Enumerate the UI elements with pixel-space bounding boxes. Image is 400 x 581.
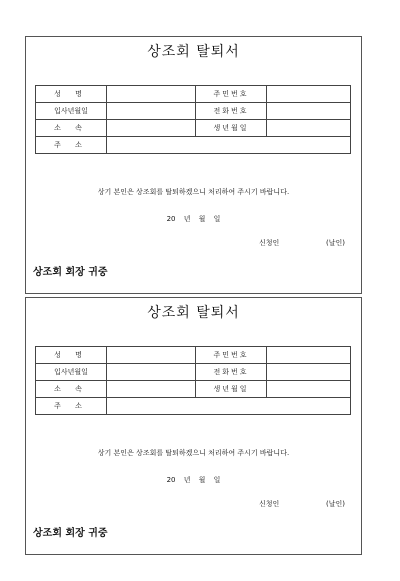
name-label: 성 명 — [36, 347, 107, 364]
phone-field[interactable] — [267, 103, 351, 120]
table-row — [36, 364, 351, 381]
table-row — [36, 137, 351, 154]
form-title: 상조회 탈퇴서 — [147, 44, 240, 60]
table-row — [36, 381, 351, 398]
member-info-table — [35, 346, 351, 415]
withdrawal-form-2 — [25, 297, 362, 555]
birth-date-label: 생년월일 — [196, 120, 267, 137]
date-line: 20 년 월 일 — [166, 215, 221, 223]
department-field[interactable] — [107, 381, 196, 398]
withdrawal-form-1 — [25, 36, 362, 294]
department-label: 소 속 — [36, 381, 107, 398]
department-field[interactable] — [107, 120, 196, 137]
applicant-label: 신청인 — [259, 239, 280, 247]
phone-field[interactable] — [267, 364, 351, 381]
statement-text: 상기 본인은 상조회를 탈퇴하겠으니 처리하여 주시기 바랍니다. — [97, 449, 290, 457]
date-line: 20 년 월 일 — [166, 476, 221, 484]
table-row — [36, 347, 351, 364]
addressee-text: 상조회 회장 귀중 — [33, 528, 108, 539]
address-label: 주 소 — [36, 398, 107, 415]
name-field[interactable] — [107, 347, 196, 364]
address-field[interactable] — [107, 137, 351, 154]
table-row — [36, 398, 351, 415]
address-label: 주 소 — [36, 137, 107, 154]
hire-date-label: 입사년월일 — [36, 103, 107, 120]
table-row — [36, 120, 351, 137]
phone-label: 전화번호 — [196, 364, 267, 381]
resident-no-field[interactable] — [267, 347, 351, 364]
table-row — [36, 103, 351, 120]
name-label: 성 명 — [36, 86, 107, 103]
form-title: 상조회 탈퇴서 — [147, 305, 240, 321]
birth-date-field[interactable] — [267, 120, 351, 137]
department-label: 소 속 — [36, 120, 107, 137]
phone-label: 전화번호 — [196, 103, 267, 120]
resident-no-label: 주민번호 — [196, 347, 267, 364]
statement-text: 상기 본인은 상조회를 탈퇴하겠으니 처리하여 주시기 바랍니다. — [97, 188, 290, 196]
name-field[interactable] — [107, 86, 196, 103]
hire-date-field[interactable] — [107, 103, 196, 120]
hire-date-field[interactable] — [107, 364, 196, 381]
address-field[interactable] — [107, 398, 351, 415]
birth-date-label: 생년월일 — [196, 381, 267, 398]
seal-label: (날인) — [326, 500, 345, 508]
seal-label: (날인) — [326, 239, 345, 247]
addressee-text: 상조회 회장 귀중 — [33, 267, 108, 278]
table-row — [36, 86, 351, 103]
birth-date-field[interactable] — [267, 381, 351, 398]
member-info-table — [35, 85, 351, 154]
resident-no-field[interactable] — [267, 86, 351, 103]
hire-date-label: 입사년월일 — [36, 364, 107, 381]
applicant-label: 신청인 — [259, 500, 280, 508]
resident-no-label: 주민번호 — [196, 86, 267, 103]
